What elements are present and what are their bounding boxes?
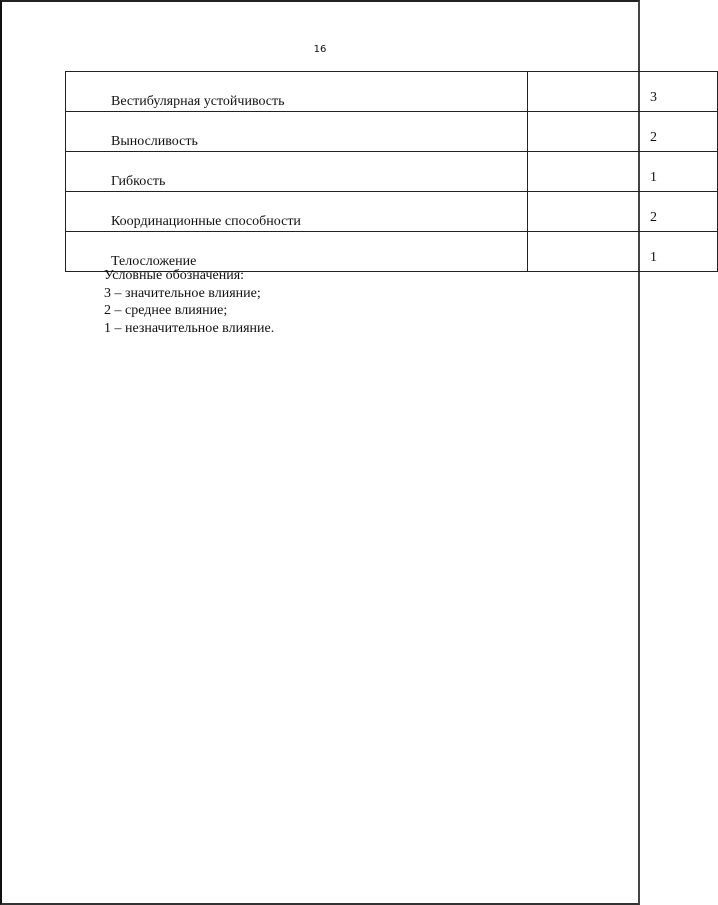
legend [104,267,274,337]
influence-value: 3 [528,72,718,112]
legend-title: Условные обозначения: [104,268,245,283]
legend-item: 3 – значительное влияние; [104,285,261,301]
influence-table [65,71,718,272]
quality-name: Телосложение [66,232,528,272]
table-row [66,192,718,232]
legend-item: 1 – незначительное влияние. [104,320,275,336]
table-row [66,232,718,272]
influence-value: 1 [528,232,718,272]
legend-item: 2 – среднее влияние; [104,303,228,318]
influence-value: 2 [528,192,718,232]
influence-value: 1 [528,152,718,192]
quality-name: Вестибулярная устойчивость [66,72,528,112]
quality-name: Гибкость [66,152,528,192]
quality-name: Координационные способности [66,192,528,232]
table-row [66,152,718,192]
table-row [66,112,718,152]
page-number: 16 [313,44,327,55]
quality-name: Выносливость [66,112,528,152]
influence-value: 2 [528,112,718,152]
table-row [66,72,718,112]
